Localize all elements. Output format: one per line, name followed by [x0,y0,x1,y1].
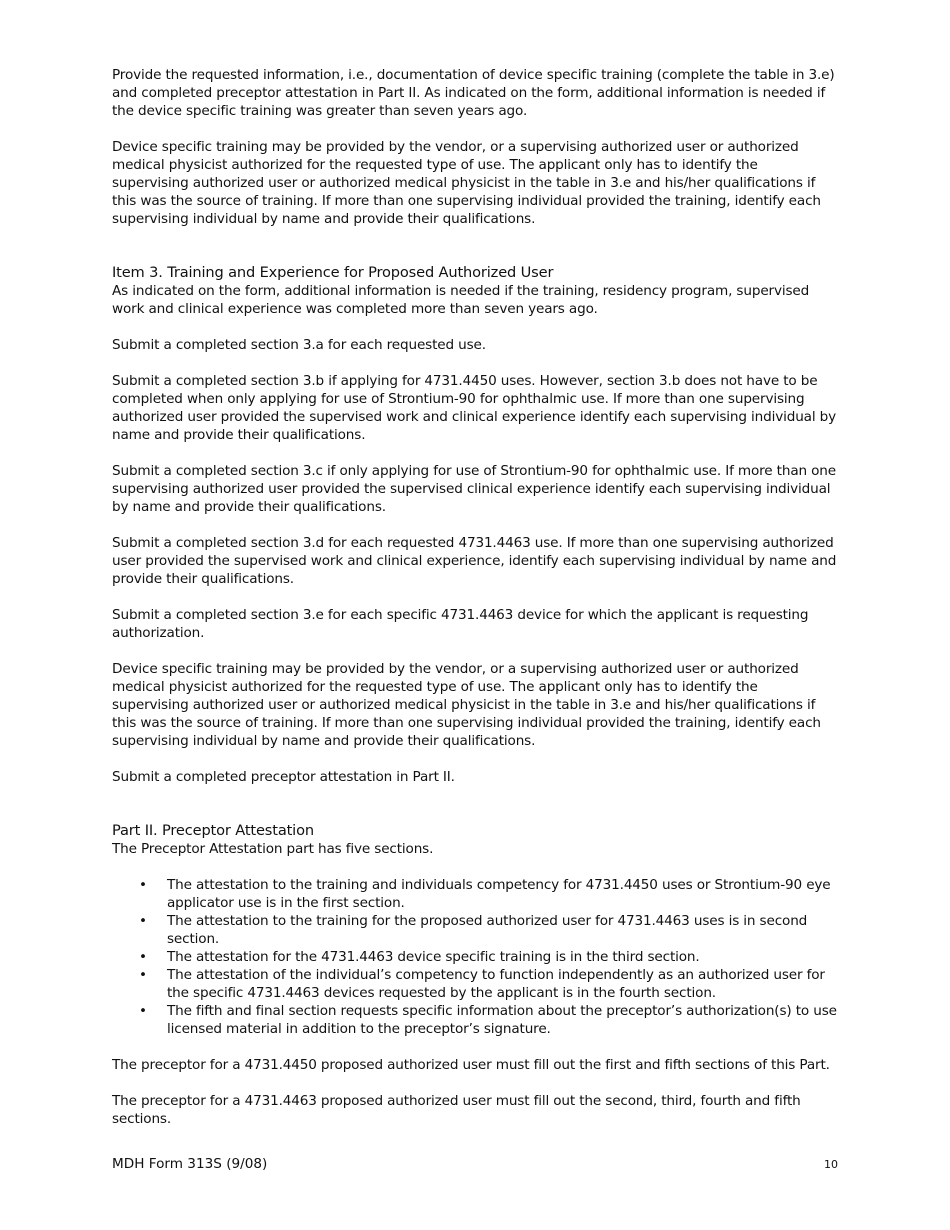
list-item-text: The attestation to the training and individuals competency for 4731.4450 uses or Strontium-90 eye applicator use is in the first section. [167,877,831,911]
form-identifier: MDH Form 313S (9/08) [112,1156,268,1172]
list-item [139,876,838,912]
item3-paragraph-8: Submit a completed preceptor attestation in Part II. [112,769,455,785]
section-spacer [112,804,838,822]
item3-paragraph-1: As indicated on the form, additional information is needed if the training, residency program, supervised work and clinical experience was completed more than seven years ago. [112,283,810,317]
intro-paragraph-1: Provide the requested information, i.e., documentation of device specific training (complete the table in 3.e) and completed preceptor attestation in Part II. As indicated on the form, additional information is needed if the device specific training was greater than seven years ago. [112,67,835,119]
list-item-text: The attestation of the individual’s competency to function independently as an authorized user for the specific 4731.4463 devices requested by the applicant is in the fourth section. [167,967,825,1001]
bullet-icon: • [139,967,147,983]
list-item [139,948,838,966]
item3-heading: Item 3. Training and Experience for Proposed Authorized User [112,264,554,281]
item3-paragraph-6: Submit a completed section 3.e for each specific 4731.4463 device for which the applicant is requesting authorization. [112,607,809,641]
item3-paragraph-5: Submit a completed section 3.d for each requested 4731.4463 use. If more than one supervising authorized user provided the supervised work and clinical experience, identify each supervising individual by name and provide their qualifications. [112,535,837,587]
part2-heading: Part II. Preceptor Attestation [112,822,314,839]
part2-paragraph-2: The preceptor for a 4731.4450 proposed authorized user must fill out the first and fifth sections of this Part. [112,1057,830,1073]
list-item-text: The attestation for the 4731.4463 device specific training is in the third section. [167,949,700,965]
bullet-icon: • [139,877,147,893]
bullet-icon: • [139,913,147,929]
part2-paragraph-1: The Preceptor Attestation part has five sections. [112,841,434,857]
intro-paragraph-2: Device specific training may be provided by the vendor, or a supervising authorized user or authorized medical physicist authorized for the requested type of use. The applicant only has to identify the supervising authorized user or authorized medical physicist in the table in 3.e and his/her qualifications if this was the source of training. If more than one supervising individual provided the training, identify each supervising individual by name and provide their qualifications. [112,139,821,227]
item3-paragraph-7: Device specific training may be provided by the vendor, or a supervising authorized user or authorized medical physicist authorized for the requested type of use. The applicant only has to identify the supervising authorized user or authorized medical physicist in the table in 3.e and his/her qualifications if this was the source of training. If more than one supervising individual provided the training, identify each supervising individual by name and provide their qualifications. [112,661,821,749]
list-item-text: The fifth and final section requests specific information about the preceptor’s authorization(s) to use licensed material in addition to the preceptor’s signature. [167,1003,837,1037]
item3-paragraph-4: Submit a completed section 3.c if only applying for use of Strontium-90 for ophthalmic use. If more than one supervising authorized user provided the supervised clinical experience identify each supervising individual by name and provide their qualifications. [112,463,836,515]
item3-paragraph-3: Submit a completed section 3.b if applying for 4731.4450 uses. However, section 3.b does not have to be completed when only applying for use of Strontium-90 for ophthalmic use. If more than one supervising authorized user provided the supervised work and clinical experience identify each supervising individual by name and provide their qualifications. [112,373,837,443]
list-item [139,966,838,1002]
section-spacer [112,246,838,264]
bullet-icon: • [139,949,147,965]
part2-paragraph-3: The preceptor for a 4731.4463 proposed authorized user must fill out the second, third, fourth and fifth sections. [112,1093,801,1127]
document-page [112,66,838,1146]
list-item [139,1002,838,1038]
item3-paragraph-2: Submit a completed section 3.a for each requested use. [112,337,486,353]
bullet-icon: • [139,1003,147,1019]
attestation-sections-list [112,876,838,1038]
list-item [139,912,838,948]
list-item-text: The attestation to the training for the proposed authorized user for 4731.4463 uses is in second section. [167,913,808,947]
page-number: 10 [824,1158,838,1171]
